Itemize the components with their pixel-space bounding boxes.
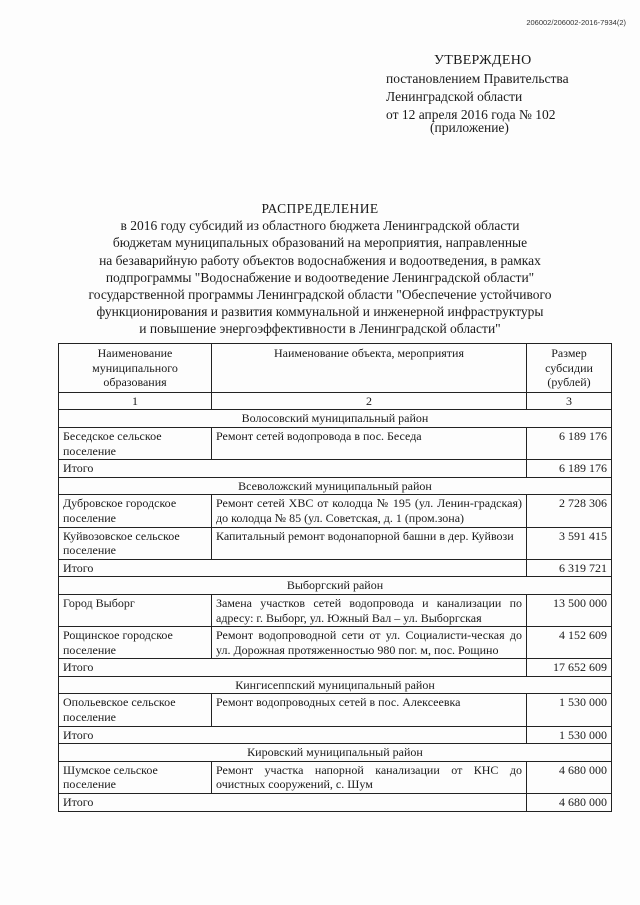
total-label: Итого xyxy=(59,659,527,677)
approval-heading: УТВЕРЖДЕНО xyxy=(434,53,532,68)
approval-line: постановлением Правительства xyxy=(386,71,569,86)
column-number: 1 xyxy=(59,392,212,410)
total-label: Итого xyxy=(59,794,527,812)
header-amount: Размер субсидии (рублей) xyxy=(527,344,612,393)
district-row xyxy=(59,577,612,595)
table-row xyxy=(59,594,612,626)
municipality-cell: Опольевское сельское поселение xyxy=(59,694,212,726)
total-label: Итого xyxy=(59,726,527,744)
total-label: Итого xyxy=(59,559,527,577)
total-row xyxy=(59,726,612,744)
total-amount: 6 189 176 xyxy=(527,460,612,478)
municipality-cell: Куйвозовское сельское поселение xyxy=(59,527,212,559)
table-row xyxy=(59,627,612,659)
amount-cell: 2 728 306 xyxy=(527,495,612,527)
district-name: Выборгский район xyxy=(59,577,612,595)
municipality-cell: Беседское сельское поселение xyxy=(59,427,212,459)
district-name: Кингисеппский муниципальный район xyxy=(59,676,612,694)
approval-appendix: (приложение) xyxy=(430,120,509,135)
title-line: функционирования и развития коммунальной и инженерной инфраструктуры xyxy=(96,304,544,320)
column-number: 2 xyxy=(212,392,527,410)
approval-line: Ленинградской области xyxy=(386,89,523,104)
total-row xyxy=(59,794,612,812)
table-row xyxy=(59,527,612,559)
object-cell: Ремонт сетей водопровода в пос. Беседа xyxy=(212,427,527,459)
municipality-cell: Дубровское городское поселение xyxy=(59,495,212,527)
approval-stamp xyxy=(386,52,626,137)
municipality-cell: Город Выборг xyxy=(59,594,212,626)
district-row xyxy=(59,477,612,495)
municipality-cell: Шумское сельское поселение xyxy=(59,761,212,793)
total-row xyxy=(59,659,612,677)
total-row xyxy=(59,559,612,577)
amount-cell: 13 500 000 xyxy=(527,594,612,626)
title-line: бюджетам муниципальных образований на мероприятия, направленные xyxy=(112,235,528,251)
district-row xyxy=(59,410,612,428)
district-name: Волосовский муниципальный район xyxy=(59,410,612,428)
total-amount: 17 652 609 xyxy=(527,659,612,677)
title-line: государственной программы Ленинградской области "Обеспечение устойчивого xyxy=(88,287,552,303)
object-cell: Капитальный ремонт водонапорной башни в дер. Куйвози xyxy=(212,527,527,559)
object-cell: Ремонт сетей ХВС от колодца № 195 (ул. Ленин-градская) до колодца № 85 (ул. Советская, д. 1 (пром.зона) xyxy=(212,495,527,527)
municipality-cell: Рощинское городское поселение xyxy=(59,627,212,659)
title-line: на безаварийную работу объектов водоснабжения и водоотведения, в рамках xyxy=(99,252,541,268)
table-row xyxy=(59,761,612,793)
document-title xyxy=(40,200,600,338)
amount-cell: 6 189 176 xyxy=(527,427,612,459)
district-name: Кировский муниципальный район xyxy=(59,744,612,762)
total-amount: 1 530 000 xyxy=(527,726,612,744)
table-header-row xyxy=(59,344,612,393)
table-body xyxy=(59,392,612,811)
document-id: 206002/206002-2016-7934(2) xyxy=(526,18,626,27)
amount-cell: 4 152 609 xyxy=(527,627,612,659)
column-number: 3 xyxy=(527,392,612,410)
amount-cell: 4 680 000 xyxy=(527,761,612,793)
district-name: Всеволожский муниципальный район xyxy=(59,477,612,495)
object-cell: Ремонт водопроводных сетей в пос. Алексеевка xyxy=(212,694,527,726)
title-heading: РАСПРЕДЕЛЕНИЕ xyxy=(261,201,379,216)
approval-line: от 12 апреля 2016 года № 102 xyxy=(386,107,556,122)
total-amount: 4 680 000 xyxy=(527,794,612,812)
title-line: подпрограммы "Водоснабжение и водоотведение Ленинградской области" xyxy=(105,269,535,285)
object-cell: Ремонт участка напорной канализации от КНС до очистных сооружений, с. Шум xyxy=(212,761,527,793)
subsidy-table xyxy=(58,343,612,812)
object-cell: Ремонт водопроводной сети от ул. Социалисти-ческая до ул. Дорожная протяженностью 980 пог. м, пос. Рощино xyxy=(212,627,527,659)
total-label: Итого xyxy=(59,460,527,478)
amount-cell: 1 530 000 xyxy=(527,694,612,726)
header-municipality: Наименование муниципального образования xyxy=(59,344,212,393)
title-line: и повышение энергоэффективности в Ленинградской области" xyxy=(139,321,501,337)
total-amount: 6 319 721 xyxy=(527,559,612,577)
object-cell: Замена участков сетей водопровода и канализации по адресу: г. Выборг, ул. Южный Вал – ул. Выборгская xyxy=(212,594,527,626)
amount-cell: 3 591 415 xyxy=(527,527,612,559)
title-line: в 2016 году субсидий из областного бюджета Ленинградской области xyxy=(120,218,520,234)
table-row xyxy=(59,694,612,726)
district-row xyxy=(59,744,612,762)
column-number-row xyxy=(59,392,612,410)
total-row xyxy=(59,460,612,478)
table-row xyxy=(59,495,612,527)
header-object: Наименование объекта, мероприятия xyxy=(212,344,527,393)
table-row xyxy=(59,427,612,459)
district-row xyxy=(59,676,612,694)
